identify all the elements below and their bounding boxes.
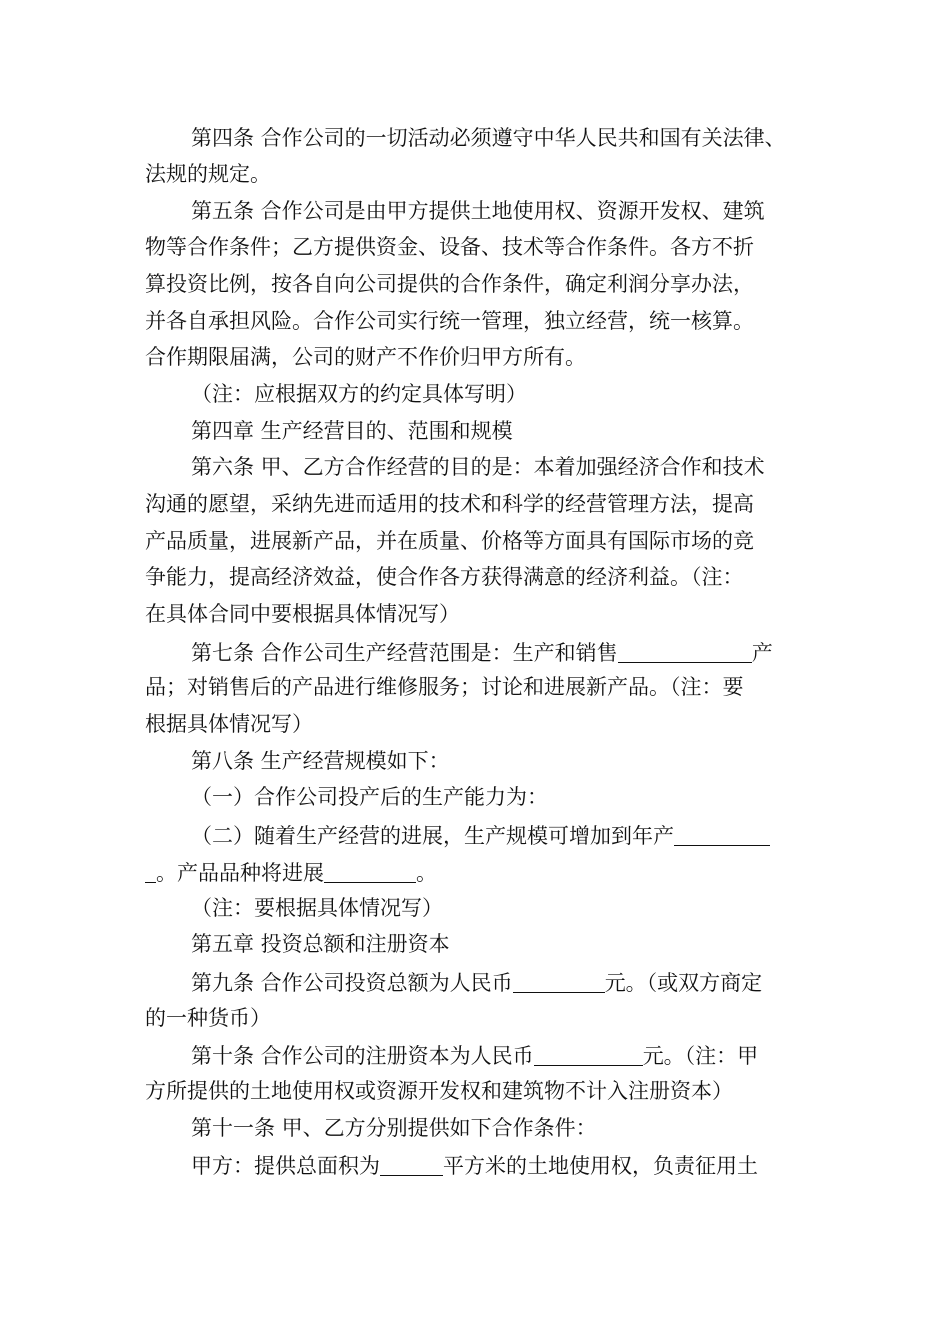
party-a-text-a: 甲方：提供总面积为 (191, 1154, 380, 1178)
article-10-line-1 (191, 1044, 758, 1067)
article-6-line-5: 在具体合同中要根据具体情况写） (145, 602, 460, 626)
article-7-text-b: 产 (751, 641, 773, 665)
article-4-line-2: 法规的规定。 (145, 162, 271, 186)
article-7-line-3: 根据具体情况写） (145, 712, 313, 736)
article-9-text-b: 元。（或双方商定 (604, 971, 763, 995)
article-5-line-3: 算投资比例，按各自向公司提供的合作条件，确定利润分享办法， (145, 272, 754, 296)
party-a-text-b: 平方米的土地使用权，负责征用土 (443, 1154, 758, 1178)
product-blank (618, 641, 752, 663)
annual-output-blank (674, 824, 770, 846)
article-8-item-2-text: （二）随着生产经营的进展，生产规模可增加到年产 (191, 824, 674, 848)
registered-capital-blank (534, 1044, 643, 1066)
article-4-line-1: 第四条 合作公司的一切活动必须遵守中华人民共和国有关法律、 (191, 126, 786, 150)
article-7-text-a: 第七条 合作公司生产经营范围是：生产和销售 (191, 641, 618, 665)
article-8-item-1: （一）合作公司投产后的生产能力为： (191, 785, 548, 809)
note-line: （注：应根据双方的约定具体写明） (191, 382, 527, 406)
total-investment-blank (513, 971, 605, 993)
article-8-note: （注：要根据具体情况写） (191, 896, 443, 920)
article-6-line-4: 争能力，提高经济效益，使合作各方获得满意的经济利益。（注： (145, 565, 744, 589)
article-8-item-2-line-1 (191, 824, 770, 847)
article-5-line-5: 合作期限届满，公司的财产不作价归甲方所有。 (145, 345, 586, 369)
article-5-line-1: 第五条 合作公司是由甲方提供土地使用权、资源开发权、建筑 (191, 199, 765, 223)
land-area-blank (380, 1154, 443, 1176)
article-6-line-2: 沟通的愿望，采纳先进而适用的技术和科学的经营管理方法，提高 (145, 492, 754, 516)
article-10-text-a: 第十条 合作公司的注册资本为人民币 (191, 1044, 534, 1068)
product-variety-text: 。产品品种将进展 (156, 861, 324, 885)
article-5-line-2: 物等合作条件；乙方提供资金、设备、技术等合作条件。各方不折 (145, 235, 754, 259)
annual-output-blank-cont (145, 861, 156, 883)
article-9-line-2: 的一种货币） (145, 1006, 271, 1030)
article-10-text-b: 元。（注：甲 (642, 1044, 759, 1068)
article-9-text-a: 第九条 合作公司投资总额为人民币 (191, 971, 513, 995)
article-7-line-1 (191, 641, 773, 664)
article-7-line-2: 品；对销售后的产品进行维修服务；讨论和进展新产品。（注：要 (145, 675, 744, 699)
chapter-4-heading: 第四章 生产经营目的、范围和规模 (191, 419, 513, 443)
article-11-heading: 第十一条 甲、乙方分别提供如下合作条件： (191, 1116, 597, 1140)
party-a-line (191, 1154, 758, 1177)
chapter-5-heading: 第五章 投资总额和注册资本 (191, 932, 450, 956)
article-9-line-1 (191, 971, 762, 994)
article-8-heading: 第八条 生产经营规模如下： (191, 749, 450, 773)
product-variety-blank (324, 861, 416, 883)
article-8-end-mark: 。 (416, 861, 437, 885)
article-5-line-4: 并各自承担风险。合作公司实行统一管理，独立经营，统一核算。 (145, 309, 754, 333)
article-6-line-1: 第六条 甲、乙方合作经营的目的是：本着加强经济合作和技术 (191, 455, 765, 479)
article-6-line-3: 产品质量，进展新产品，并在质量、价格等方面具有国际市场的竞 (145, 529, 754, 553)
article-8-item-2-line-2 (145, 861, 437, 884)
article-10-line-2: 方所提供的土地使用权或资源开发权和建筑物不计入注册资本） (145, 1079, 733, 1103)
